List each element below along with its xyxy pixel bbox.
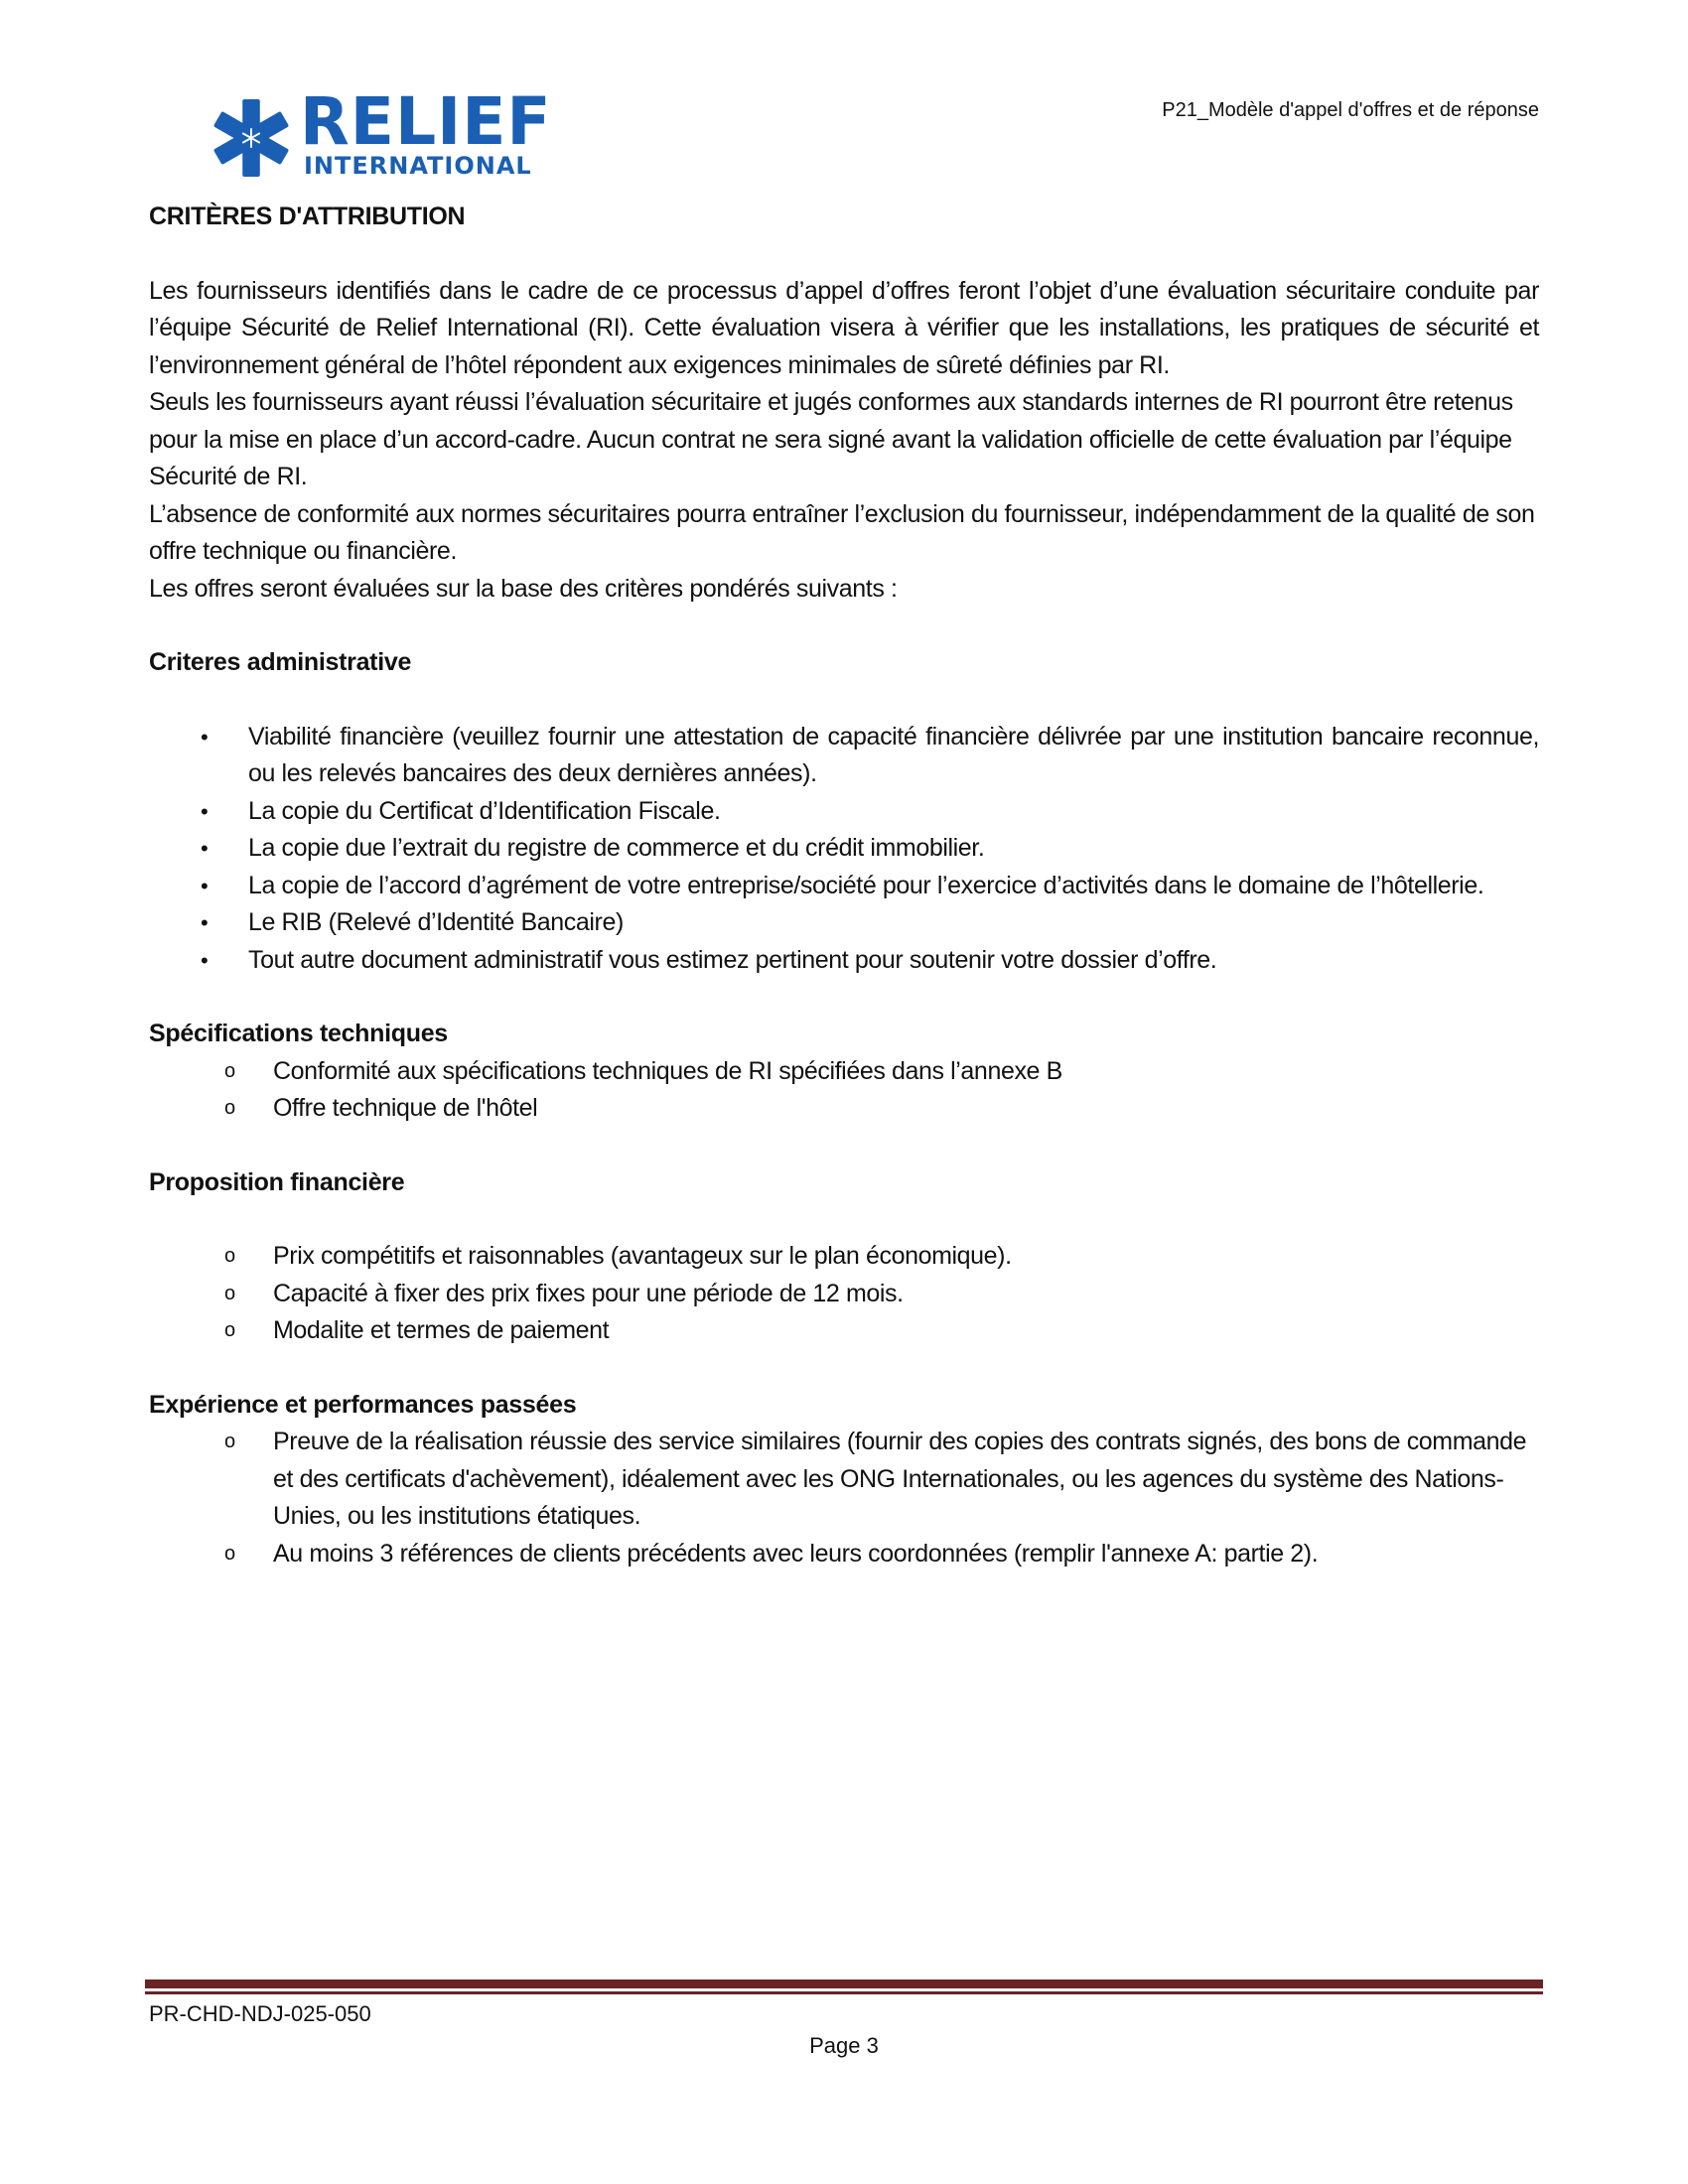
bullet-icon: •: [201, 798, 209, 824]
list-item: o Offre technique de l'hôtel: [149, 1090, 1539, 1128]
heading-technical-specifications: Spécifications techniques: [149, 1020, 448, 1047]
logo-brand-text: RELIEF: [300, 83, 552, 160]
bullet-icon: •: [201, 836, 209, 861]
list-item: o Preuve de la réalisation réussie des service similaires (fournir des copies des contrats signés, des bons de commande et des certificats d'achèvement), idéalement avec les ONG Internationales, ou les agences du système des Nations-Unies, ou les institutions étatiques.: [149, 1424, 1539, 1536]
relief-international-logo: [212, 83, 552, 183]
footer-rule-thin: [145, 1991, 1543, 1994]
circle-bullet-icon: o: [224, 1282, 235, 1304]
heading-experience-performance: Expérience et performances passées: [149, 1390, 577, 1419]
list-item: o Prix compétitifs et raisonnables (avantageux sur le plan économique).: [149, 1238, 1539, 1276]
circle-bullet-icon: o: [224, 1542, 235, 1565]
administrative-criteria-list: [149, 719, 1539, 980]
experience-performance-list: [149, 1424, 1539, 1572]
paragraph-retained-suppliers: Seuls les fournisseurs ayant réussi l’évaluation sécuritaire et jugés conformes aux standards internes de RI pourront être retenus pour la mise en place d’un accord-cadre. Aucun contrat ne sera signé avant la validation officielle de cette évaluation par l’équipe Sécurité de RI.: [149, 388, 1513, 490]
heading-financial-proposal: Proposition financière: [149, 1167, 405, 1196]
list-item: • Tout autre document administratif vous estimez pertinent pour soutenir votre dossier d’offre.: [149, 942, 1539, 980]
bullet-icon: •: [201, 910, 209, 935]
paragraph-security-evaluation: Les fournisseurs identifiés dans le cadre de ce processus d’appel d’offres feront l’objet d’une évaluation sécuritaire conduite par l’équipe Sécurité de Relief International (RI). Cette évaluation visera à vérifier que les installations, les pratiques de sécurité et l’environnement général de l’hôtel répondent aux exigences minimales de sûreté définies par RI.: [149, 276, 1539, 379]
section-title: CRITÈRES D'ATTRIBUTION: [149, 203, 466, 230]
document-body: [149, 199, 1539, 1572]
footer-page-number: Page 3: [809, 2033, 879, 2058]
list-item: • La copie du Certificat d’Identification Fiscale.: [149, 793, 1539, 831]
bullet-icon: •: [201, 724, 209, 750]
list-item: • La copie due l’extrait du registre de commerce et du crédit immobilier.: [149, 830, 1539, 868]
heading-administrative-criteria: Criteres administrative: [149, 648, 412, 676]
bullet-icon: •: [201, 873, 209, 898]
technical-specifications-list: [149, 1053, 1539, 1128]
footer-rule-thick: [145, 1979, 1543, 1988]
list-item: o Conformité aux spécifications techniques de RI spécifiées dans l’annexe B: [149, 1053, 1539, 1091]
list-item: o Au moins 3 références de clients précédents avec leurs coordonnées (remplir l'annexe A: partie 2).: [149, 1536, 1539, 1573]
list-item: • Viabilité financière (veuillez fournir une attestation de capacité financière délivrée par une institution bancaire reconnue, ou les relevés bancaires des deux dernières années).: [149, 719, 1539, 793]
star-of-life-icon: [212, 97, 290, 179]
paragraph-weighted-criteria: Les offres seront évaluées sur la base des critères pondérés suivants :: [149, 574, 898, 603]
paragraph-non-compliance: L’absence de conformité aux normes sécuritaires pourra entraîner l’exclusion du fournisseur, indépendamment de la qualité de son offre technique ou financière.: [149, 499, 1535, 565]
list-item: • La copie de l’accord d’agrément de votre entreprise/société pour l’exercice d’activités dans le domaine de l’hôtellerie.: [149, 868, 1539, 905]
circle-bullet-icon: o: [224, 1059, 235, 1082]
financial-proposal-list: [149, 1238, 1539, 1350]
footer-document-id: PR-CHD-NDJ-025-050: [149, 2001, 371, 2026]
logo-sub-text: INTERNATIONAL: [304, 152, 532, 180]
circle-bullet-icon: o: [224, 1097, 235, 1119]
circle-bullet-icon: o: [224, 1319, 235, 1341]
bullet-icon: •: [201, 947, 209, 973]
list-item: o Modalite et termes de paiement: [149, 1312, 1539, 1350]
circle-bullet-icon: o: [224, 1245, 235, 1267]
circle-bullet-icon: o: [224, 1431, 235, 1452]
document-header-title: P21_Modèle d'appel d'offres et de réponse: [1162, 99, 1539, 121]
list-item: • Le RIB (Relevé d’Identité Bancaire): [149, 904, 1539, 942]
list-item: o Capacité à fixer des prix fixes pour une période de 12 mois.: [149, 1276, 1539, 1313]
